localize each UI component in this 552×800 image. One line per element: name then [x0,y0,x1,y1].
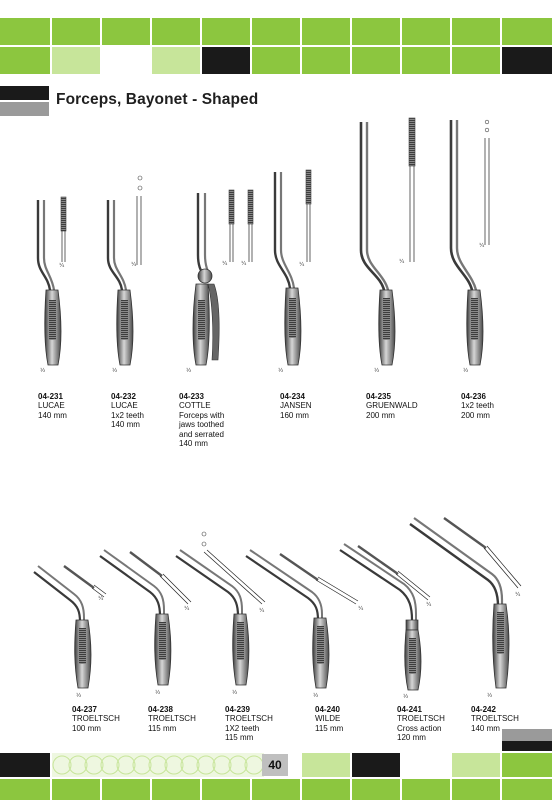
product-caption [397,705,445,743]
scale-mark: ¼ [515,592,521,598]
product-desc: TROELTSCH [397,714,445,724]
product-desc: Cross action [397,723,442,733]
scale-mark: ½ [186,368,192,374]
scale-mark: ¼ [426,602,432,608]
product-code: 04-235 [366,392,391,401]
product-desc: 140 mm [38,410,67,420]
product-code: 04-232 [111,392,136,401]
band-cell [452,779,500,800]
product-caption [72,705,120,733]
forceps-04-237 [34,566,106,688]
scale-mark: ¼ [399,259,405,265]
scale-mark: ½ [155,690,161,696]
scale-mark: ½ [313,693,319,699]
product-desc: 140 mm [471,723,500,733]
scale-mark: ½ [40,368,46,374]
forceps-04-241 [340,544,430,690]
product-desc: 200 mm [461,410,490,420]
scale-mark: ¼ [479,243,485,249]
product-desc: 115 mm [148,723,177,733]
footer-marker-dark [502,741,552,751]
product-caption [315,705,343,733]
product-code: 04-240 [315,705,340,714]
band-cell [0,779,50,800]
scale-mark: ½ [374,368,380,374]
band-cell [302,779,350,800]
product-code: 04-237 [72,705,97,714]
product-caption [366,392,418,420]
band-cell [0,753,50,777]
scale-mark: ½ [487,693,493,699]
band-cell [352,779,400,800]
scale-mark: ½ [403,694,409,700]
product-code: 04-242 [471,705,496,714]
product-desc: and serrated [179,429,224,439]
scale-mark: ½ [463,368,469,374]
scale-mark: ½ [112,368,118,374]
forceps-04-239 [176,532,265,685]
product-caption [179,392,224,448]
product-code: 04-233 [179,392,204,401]
scale-mark: ¼ [184,606,190,612]
scale-mark: ¼ [131,262,137,268]
product-desc: TROELTSCH [225,714,273,724]
product-desc: COTTLE [179,401,211,411]
product-code: 04-239 [225,705,250,714]
footer-marker-grey [502,729,552,741]
product-desc: TROELTSCH [148,714,196,724]
band-cell [102,779,150,800]
product-desc: 115 mm [315,723,344,733]
product-desc: TROELTSCH [471,714,519,724]
band-cell [502,753,552,777]
band-cell [302,753,350,777]
forceps-04-240 [246,550,358,688]
product-desc: 140 mm [179,439,208,449]
product-desc: 100 mm [72,723,101,733]
scale-mark: ¼ [259,608,265,614]
product-desc: TROELTSCH [72,714,120,724]
product-code: 04-241 [397,705,422,714]
product-caption [38,392,67,420]
scale-mark: ½ [278,368,284,374]
product-caption [461,392,494,420]
forceps-04-232 [108,176,142,365]
product-desc: 200 mm [366,410,395,420]
product-code: 04-236 [461,392,486,401]
product-caption [148,705,196,733]
scale-mark: ¼ [299,262,305,268]
scale-mark: ¼ [241,261,247,267]
product-desc: 1x2 teeth [111,410,144,420]
forceps-04-233 [193,190,253,365]
band-cell [202,779,250,800]
scale-mark: ¼ [222,261,228,267]
product-code: 04-231 [38,392,63,401]
band-cell [402,779,450,800]
page-number: 40 [262,754,288,776]
page-title: Forceps, Bayonet - Shaped [56,91,259,108]
band-cell [452,753,500,777]
forceps-04-234 [275,170,311,365]
product-desc: 160 mm [280,410,309,420]
product-desc: WILDE [315,714,341,724]
product-desc: JANSEN [280,401,312,411]
product-desc: 120 mm [397,733,426,743]
scale-mark: ½ [76,693,82,699]
product-caption [280,392,312,420]
product-desc: jaws toothed [179,420,224,430]
product-code: 04-238 [148,705,173,714]
product-desc: LUCAE [38,401,65,411]
band-cell [352,753,400,777]
forceps-04-238 [100,550,191,685]
product-desc: 1x2 teeth [461,401,494,411]
forceps-04-231 [38,197,66,365]
band-cell [502,779,552,800]
product-desc: GRUENWALD [366,401,418,411]
product-desc: LUCAE [111,401,138,411]
product-desc: Forceps with [179,410,225,420]
product-desc: 1X2 teeth [225,723,260,733]
product-caption [111,392,144,430]
scale-mark: ¼ [59,263,65,269]
band-cell [152,779,200,800]
scale-mark: ½ [232,690,238,696]
scale-mark: ¼ [98,596,104,602]
product-code: 04-234 [280,392,305,401]
product-desc: 140 mm [111,420,140,430]
footer-ornament [52,753,264,777]
footer-band-row-2 [0,779,552,800]
band-cell [252,779,300,800]
band-cell [52,779,100,800]
scale-mark: ¼ [358,606,364,612]
product-desc: 115 mm [225,733,254,743]
product-caption [225,705,273,743]
forceps-04-235 [361,118,415,365]
